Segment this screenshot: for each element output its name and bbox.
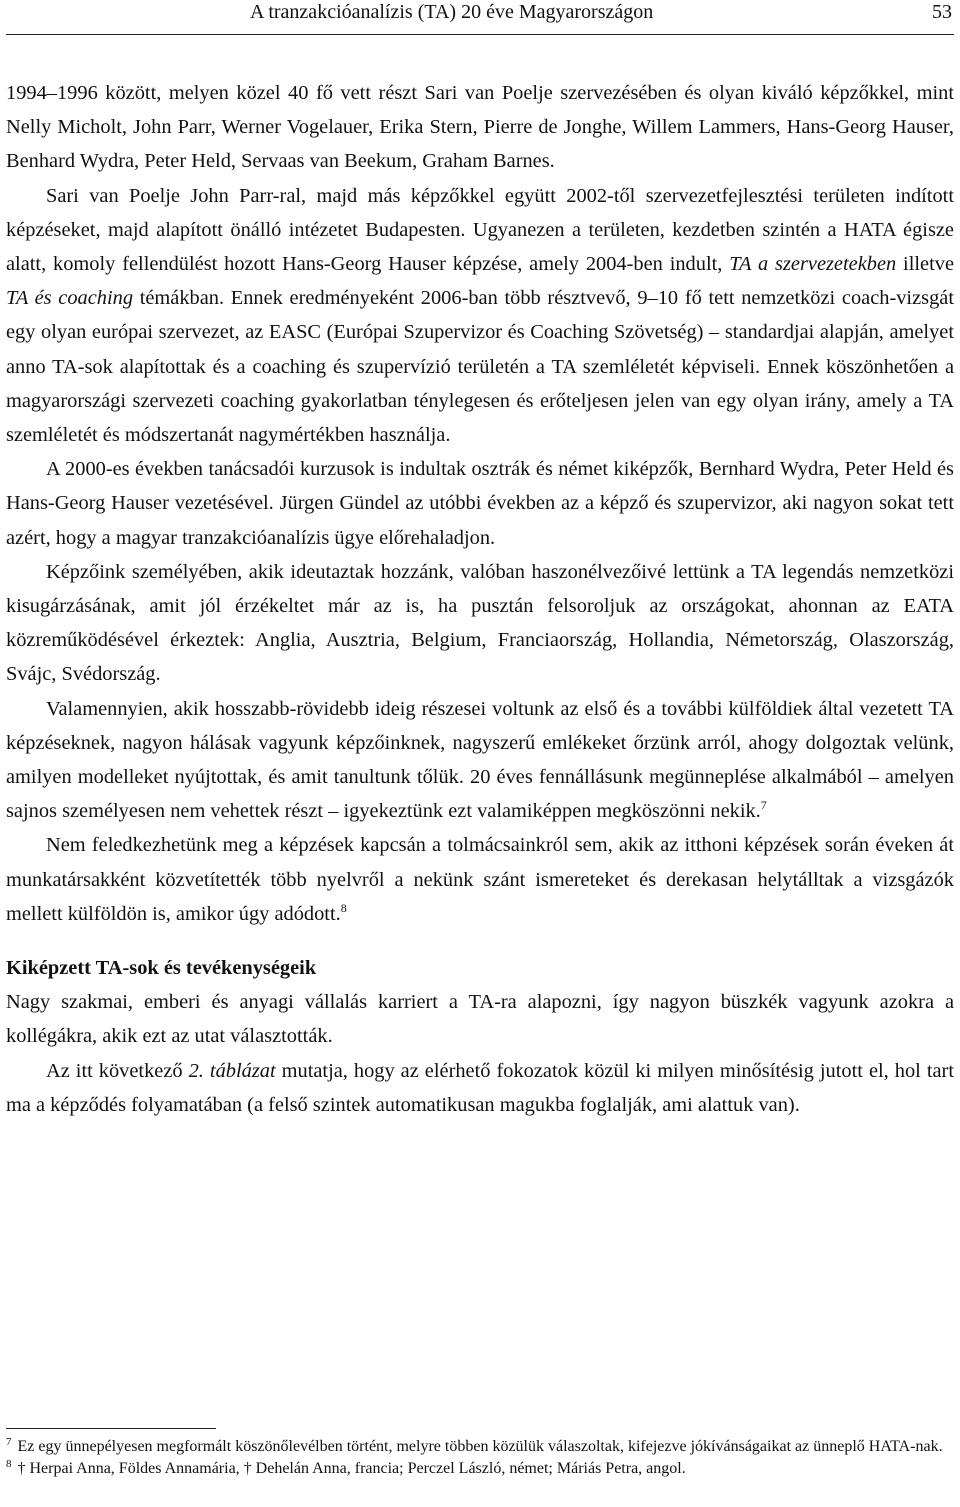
header-divider	[6, 34, 954, 35]
paragraph-2	[6, 179, 954, 453]
paragraph-6	[6, 828, 954, 931]
table-reference: 2. táblázat	[188, 1059, 276, 1082]
footnote-number: 7	[6, 1435, 12, 1448]
footnote-text: Ez egy ünnepélyesen megformált köszönőlevélben történt, melyre többen közülük válaszoltak, kifejezve jókívánságaikat az ünneplő HATA-nak.	[17, 1438, 943, 1455]
running-header	[6, 0, 954, 28]
paragraph-8-text-b: mutatja, hogy az elérhető fokozatok közül ki milyen minősítésig jutott el, hol tart ma a képződés folyamatában (a felső szintek automatikusan magukba foglalják, ami alattuk van).	[6, 1059, 954, 1116]
paragraph-2-italic-2: TA és coaching	[6, 287, 134, 310]
footnote-text: † Herpai Anna, Földes Annamária, † Dehelán Anna, francia; Perczel László, német; Máriás Petra, angol.	[17, 1460, 686, 1477]
paragraph-5	[6, 692, 954, 829]
paragraph-2-text-c: témákban. Ennek eredményeként 2006-ban több résztvevő, 9–10 fő tett nemzetközi coach-vizsgát egy olyan európai szervezet, az EASC (Európai Szupervizor és Coaching Szövetség) – standardjai alapján, amelyet anno TA-sok alapítottak és a coaching és szupervízió területén a TA szemléletét képviseli. Ennek köszönhetően a magyarországi szervezeti coaching gyakorlatban ténylegesen és erőteljesen jelen van egy olyan irány, amely a TA szemléletét és módszertanát nagymértékben használja.	[6, 287, 954, 447]
footnote-ref-7[interactable]: 7	[760, 798, 767, 813]
footnote-number: 8	[6, 1457, 12, 1470]
paragraph-8-text-a: Az itt következő	[46, 1059, 189, 1082]
footnote-8	[6, 1458, 954, 1480]
footnotes	[6, 1436, 954, 1480]
paragraph-7: Nagy szakmai, emberi és anyagi vállalás karriert a TA-ra alapozni, így nagyon büszkék vagyunk azokra a kollégákra, akik ezt az utat választották.	[6, 991, 954, 1048]
paragraph-4: Képzőink személyében, akik ideutaztak hozzánk, valóban haszonélvezőivé lettünk a TA legendás nemzetközi kisugárzásának, amit jól érzékeltet már az is, ha pusztán felsoroljuk az országokat, ahonnan az EATA közreműködésével érkeztek: Anglia, Ausztria, Belgium, Franciaország, Hollandia, Németország, Olaszország, Svájc, Svédország.	[6, 560, 954, 686]
paragraph-1: 1994–1996 között, melyen közel 40 fő vett részt Sari van Poelje szervezésében és olyan kiváló képzőkkel, mint Nelly Micholt, John Parr, Werner Vogelauer, Erika Stern, Pierre de Jonghe, Willem Lammers, Hans-Georg Hauser, Benhard Wydra, Peter Held, Servaas van Beekum, Graham Barnes.	[6, 82, 954, 173]
paragraph-2-text-a: Sari van Poelje John Parr-ral, majd más képzőkkel együtt 2002-től szervezetfejlesztési területen indított képzéseket, majd alapított önálló intézetet Budapesten. Ugyanezen a területen, kezdetben szintén a HATA égisze alatt, komoly fellendülést hozott Hans-Georg Hauser képzése, amely 2004-ben indult,	[6, 184, 954, 276]
paragraph-6-text: Nem feledkezhetünk meg a képzések kapcsán a tolmácsainkról sem, akik az itthoni képzések során éveken át munkatársakként közvetítették több nyelvről a nekünk szánt ismereteket és derekasan helytálltak a vizsgázók mellett külföldön is, amikor úgy adódott.	[6, 834, 954, 925]
running-title: A tranzakcióanalízis (TA) 20 éve Magyarországon	[250, 1, 654, 23]
paragraph-2-text-b: illetve	[896, 253, 954, 276]
main-content	[6, 76, 954, 1122]
page-number: 53	[932, 1, 952, 23]
footnote-ref-8[interactable]: 8	[340, 901, 347, 916]
paragraph-8	[6, 1054, 954, 1122]
footnote-divider	[6, 1428, 216, 1429]
footnote-7	[6, 1436, 954, 1458]
section-heading: Kiképzett TA-sok és tevékenységeik	[6, 957, 317, 980]
paragraph-3: A 2000-es években tanácsadói kurzusok is indultak osztrák és német kiképzők, Bernhard Wydra, Peter Held és Hans-Georg Hauser vezetésével. Jürgen Gündel az utóbbi években az a képző és szupervizor, aki nagyon sokat tett azért, hogy a magyar tranzakcióanalízis ügye előrehaladjon.	[6, 458, 954, 549]
paragraph-5-text: Valamennyien, akik hosszabb-rövidebb ideig részesei voltunk az első és a további külföldiek által vezetett TA képzéseknek, nagyon hálásak vagyunk képzőinknek, nagyszerű emlékeket őrzünk arról, ahogy dolgoztak velünk, amilyen modelleket nyújtottak, és amit tanultunk tőlük. 20 éves fennállásunk megünneplése alkalmából – amelyen sajnos személyesen nem vehettek részt – igyekeztünk ezt valamiképpen megköszönni nekik.	[6, 697, 954, 823]
paragraph-2-italic-1: TA a szervezetekben	[729, 253, 897, 276]
